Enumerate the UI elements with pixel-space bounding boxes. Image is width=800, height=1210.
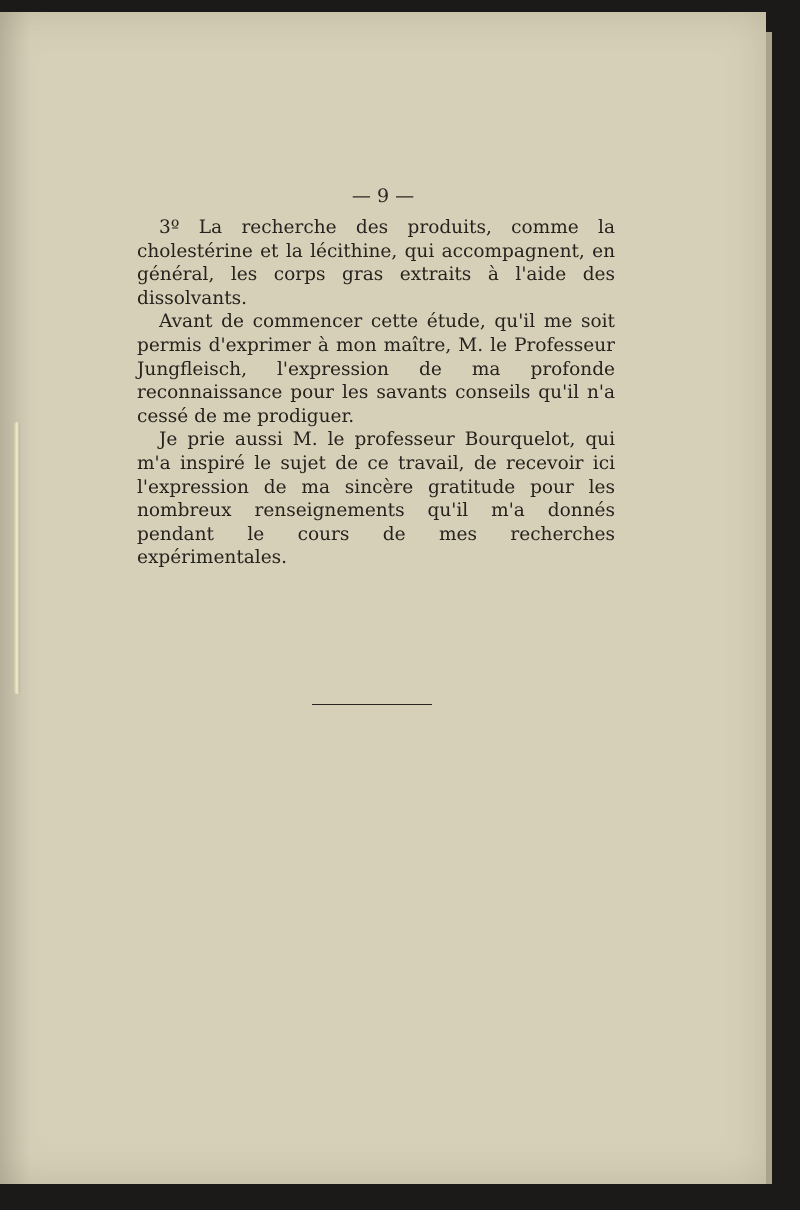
page-edge xyxy=(766,32,772,1184)
body-text xyxy=(137,216,615,570)
section-divider xyxy=(312,704,432,705)
paragraph-2: Avant de commencer cette étude, qu'il me soit permis d'exprimer à mon maître, M. le Professeur Jungfleisch, l'expression de ma profonde reconnaissance pour les savants conseils qu'il n'a cessé de me prodiguer. xyxy=(137,311,615,427)
binding-thread xyxy=(14,422,20,694)
book-page xyxy=(0,12,766,1184)
paragraph-1: 3º La recherche des produits, comme la cholestérine et la lécithine, qui accompagnent, en général, les corps gras extraits à l'aide des dissolvants. xyxy=(137,217,615,309)
paragraph-3: Je prie aussi M. le professeur Bourquelot, qui m'a inspiré le sujet de ce travail, de recevoir ici l'expression de ma sincère gratitude pour les nombreux renseignements qu'il m'a donnés pendant le cours de mes recherches expérimentales. xyxy=(137,429,615,569)
page-number: — 9 — xyxy=(351,185,415,207)
